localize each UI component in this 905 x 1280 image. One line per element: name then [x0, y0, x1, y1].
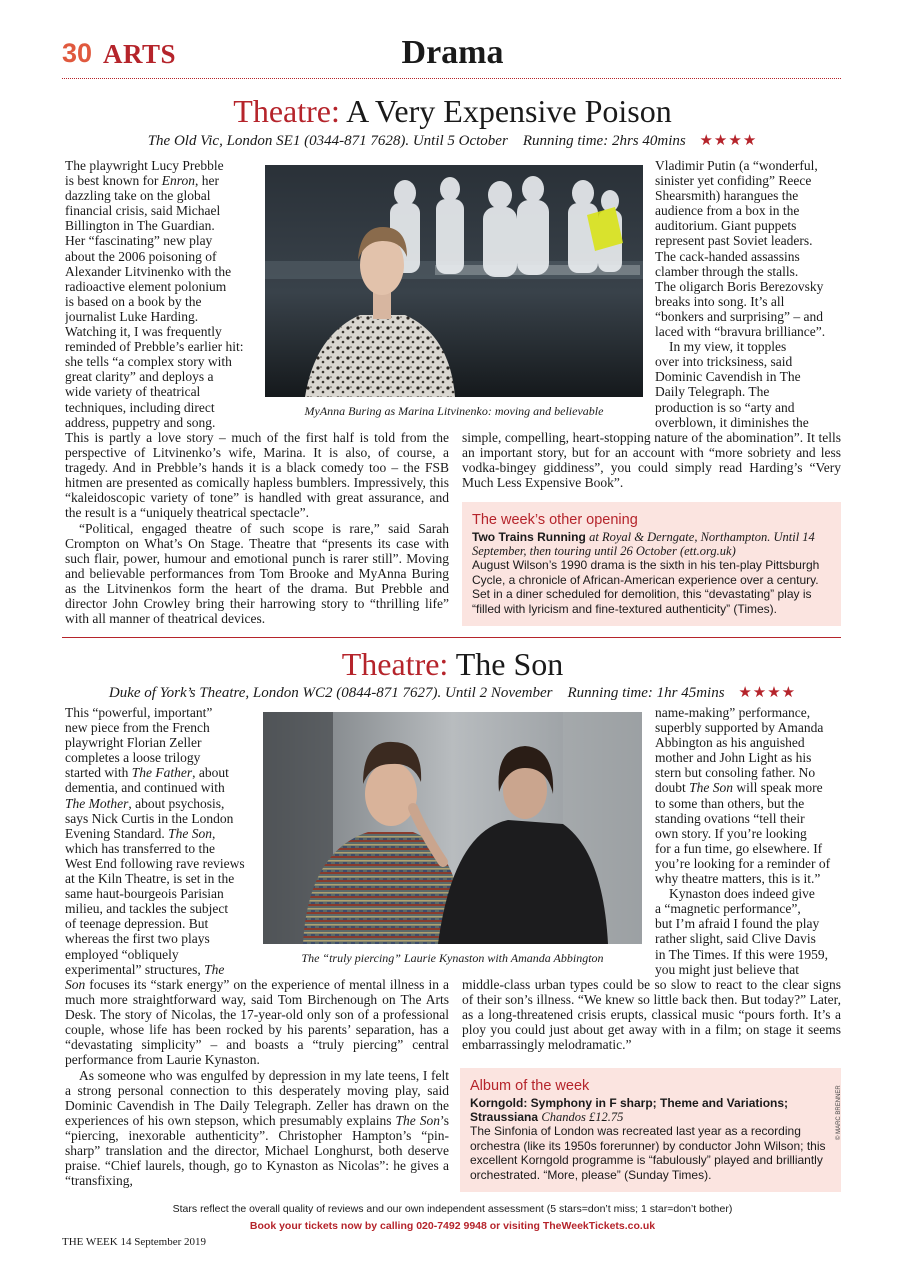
text-line: is based on a book by the: [65, 293, 202, 309]
text-line: employed “obliquely: [65, 946, 179, 962]
header-divider: [62, 78, 841, 79]
booking-link[interactable]: Book your tickets now by calling 020-7492 9948 or visiting TheWeekTickets.co.uk: [249, 1220, 656, 1232]
text-line: why theatre matters, this is it.”: [655, 871, 821, 887]
stage-photo-son: [263, 712, 642, 944]
text-line: about the 2006 poisoning of: [65, 248, 217, 264]
box-subtitle: [470, 1096, 831, 1124]
review1-photo-caption: MyAnna Buring as Marina Litvinenko: moving and believable: [304, 404, 604, 418]
text-line: completes a loose trilogy: [65, 750, 201, 766]
review2-paragraph: middle-class urban types could be so slow to react to the clear signs of their son’s illness. “We knew so little back then. But today?” Later, as a long-threatened crisis erupts, classical music “pours forth. It’s a ploy you could just about get away with in a film; on stage it seems embarrassingly melodramatic.”: [462, 977, 841, 1053]
text-line: playwright Florian Zeller: [65, 735, 202, 751]
text-line: overblown, it diminishes the: [655, 414, 809, 430]
box-text: August Wilson’s 1990 drama is the sixth in his ten-play Pittsburgh Cycle, a chronicle of African-American experience over a century. Set in a diner scheduled for demolition, this “devastating” play is “filled with lyricism and fine-textured authenticity” (Times).: [472, 558, 820, 616]
review2-photo: [263, 712, 642, 944]
review2-paragraph: As someone who was engulfed by depression in my late teens, I felt a strong personal connection to this desperately moving play, said Dominic Cavendish in The Daily Telegraph. Zeller has drawn on the experiences of his own stepson, which presumably explains The Son’s “piercing, inexorable authenticity”. Christopher Hampton’s “pin-sharp” translation and the director, Michael Longhurst, both deserve praise. “Chief laurels, though, go to Kynaston as Nicolas”: he gives a “transfixing,: [65, 1067, 449, 1189]
review1-title: A Very Expensive Poison: [346, 93, 672, 129]
text-line: Her “fascinating” new play: [65, 233, 213, 249]
box-heading: Album of the week: [470, 1078, 590, 1094]
text-line: laced with “bravura brilliance”.: [655, 324, 826, 340]
review2-column1-top: [65, 705, 255, 977]
text-line: experimental” structures, The: [65, 961, 225, 977]
text-line: Watching it, I was frequently: [65, 324, 222, 340]
box-details: at Royal & Derngate, Northampton. Until 14 September, then touring until 26 October (ett.org.uk): [472, 530, 815, 558]
other-opening-box: [462, 502, 841, 626]
review2-stars: ★★★★: [738, 685, 797, 701]
text-line: journalist Luke Harding.: [65, 308, 199, 324]
text-line: for a fun time, go elsewhere. If: [655, 840, 823, 856]
review2-column1-bottom: [65, 977, 449, 1188]
text-line: The cack-handed assassins: [655, 248, 800, 264]
text-line: dementia, and continued with: [65, 780, 225, 796]
text-line: Billington in The Guardian.: [65, 218, 215, 234]
text-line: great clarity” and deploys a: [65, 369, 214, 385]
review2-label: Theatre:: [341, 646, 449, 682]
text-line: Evening Standard. The Son,: [65, 825, 216, 841]
review1-column1-top: [65, 158, 261, 430]
text-line: says Nick Curtis in the London: [65, 810, 234, 826]
review1-venue: The Old Vic, London SE1 (0344-871 7628). Until 5 October: [147, 133, 508, 149]
text-line: superbly supported by Amanda: [655, 720, 824, 736]
review1-paragraph: This is partly a love story – much of the first half is told from the perspective of Litvinenko’s wife, Marina. It is also, of course, a tragedy. And in Prebble’s hands it is a black comedy too – the FSB hitmen are presented as comically hapless bumblers. Impressively, this “kaleidoscopic variety of tone” is handled with great assurance, and the result is a “uniquely theatrical spectacle”.: [65, 430, 449, 521]
text-line: financial crisis, said Michael: [65, 203, 221, 219]
text-line: started with The Father, about: [65, 765, 229, 781]
page-number: 30: [62, 38, 93, 68]
page-title: Drama: [401, 34, 504, 71]
box-album-title: Korngold: Symphony in F sharp; Theme and Variations; Straussiana: [470, 1096, 789, 1124]
text-line: breaks into song. It’s all: [655, 293, 785, 309]
text-line: stern but consoling father. No: [655, 765, 816, 781]
text-line: mother and John Light as his: [655, 750, 812, 766]
review1-label: Theatre:: [233, 93, 340, 129]
text-line: “bonkers and surprising” – and: [655, 308, 823, 324]
text-line: auditorium. Giant puppets: [655, 218, 797, 234]
text-line: Daily Telegraph. The: [655, 384, 770, 400]
text-line: dazzling take on the global: [65, 188, 211, 204]
text-line: standing ovations “tell their: [655, 810, 805, 826]
stage-photo-poison: [265, 165, 643, 397]
issue-date: THE WEEK 14 September 2019: [62, 1236, 206, 1248]
text-line: doubt The Son will speak more: [655, 780, 823, 796]
text-line: which has transferred to the: [65, 840, 215, 856]
review2-info: [0, 683, 905, 702]
text-line: to some than others, but the: [655, 795, 805, 811]
box-details: Chandos £12.75: [541, 1110, 624, 1124]
text-line: The playwright Lucy Prebble: [65, 158, 224, 173]
text-line: production is so “arty and: [655, 399, 795, 415]
text-line: West End following rave reviews: [65, 855, 245, 871]
review2-title: The Son: [455, 646, 564, 682]
text-line: Abbington as his anguished: [655, 735, 805, 751]
box-text: The Sinfonia of London was recreated last year as a recording orchestra (like its 1950s forerunner) by conductor John Wilson; this excellent Korngold programme is “fabulously” played and brilliantly orchestrated. “More, please” (Sunday Times).: [470, 1124, 826, 1182]
text-line: you’re looking for a reminder of: [655, 855, 831, 871]
text-line: own story. If you’re looking: [655, 825, 807, 841]
review1-paragraph: “Political, engaged theatre of such scope is rare,” said Sarah Crompton on What’s On Stage. Theatre that “presents its case with such flair, power, humour and emotional punch is rarer still”. Moving and believable performances from Tom Brooke and MyAnna Buring as the Litvinenkos form the heart of the drama. But Prebble and director John Crowley bring their harrowing story to “thrilling life” with all manner of theatrical devices.: [65, 520, 449, 627]
text-line: The Mother, about psychosis,: [65, 795, 225, 811]
review2-paragraph: Son focuses its “stark energy” on the experience of mental illness in a much more straightforward way, said Tom Birchenough on The Arts Desk. The story of Nicolas, the 17-year-old only son of a professional couple, whose life has been rocked by his parents’ separation, has a “devastating simplicity” – and boasts a “truly piercing” central performance from Laurie Kynaston.: [65, 977, 449, 1068]
text-line: This “powerful, important”: [65, 705, 213, 720]
review1-heading: [0, 93, 905, 130]
text-line: audience from a box in the: [655, 203, 800, 219]
text-line: new piece from the French: [65, 720, 210, 736]
text-line: but I’m afraid I found the play: [655, 916, 820, 932]
text-line: at the Kiln Theatre, is set in the: [65, 871, 235, 887]
review1-column1-bottom: [65, 430, 449, 626]
text-line: she tells “a complex story with: [65, 354, 232, 370]
text-line: is best known for Enron, her: [65, 173, 219, 189]
text-line: address, puppetry and song.: [65, 414, 216, 430]
review2-running-time: Running time: 1hr 45mins: [567, 685, 725, 701]
text-line: The oligarch Boris Berezovsky: [655, 278, 824, 294]
review2-photo-caption: The “truly piercing” Laurie Kynaston with Amanda Abbington: [301, 951, 604, 965]
box-heading: The week’s other opening: [472, 512, 638, 528]
text-line: Dominic Cavendish in The: [655, 369, 801, 385]
text-line: represent past Soviet leaders.: [655, 233, 813, 249]
text-line: same haut-bourgeois Parisian: [65, 886, 224, 902]
box-subtitle: [472, 530, 831, 558]
review1-paragraph: simple, compelling, heart-stopping nature of the abomination”. It tells an important story, but for an account with “more sobriety and less vodka-bingey giddiness”, you could simply read Harding’s “Very Much Less Expensive Book”.: [462, 430, 841, 491]
text-line: reminded of Prebble’s earlier hit:: [65, 339, 244, 355]
review2-column2-top: [655, 705, 841, 977]
text-line: over into tricksiness, said: [655, 354, 793, 370]
review2-heading: [0, 646, 905, 683]
text-line: radioactive element polonium: [65, 278, 227, 294]
text-line: in The Times. If this were 1959,: [655, 946, 828, 962]
text-line: of teenage depression. But: [65, 916, 209, 932]
section-label: ARTS: [103, 39, 177, 69]
review1-column2-bottom: [462, 430, 841, 490]
text-line: In my view, it topples: [669, 339, 787, 355]
text-line: techniques, including direct: [65, 399, 215, 415]
text-line: a “magnetic performance”,: [655, 901, 801, 917]
text-line: Shearsmith) harangues the: [655, 188, 799, 204]
review1-photo: [265, 165, 643, 397]
album-of-week-box: [460, 1068, 841, 1192]
text-line: rather slight, said Clive Davis: [655, 931, 816, 947]
box-show-title: Two Trains Running: [472, 530, 586, 544]
text-line: clamber through the stalls.: [655, 263, 799, 279]
review2-venue: Duke of York’s Theatre, London WC2 (0844-871 7627). Until 2 November: [108, 685, 553, 701]
text-line: Kynaston does indeed give: [669, 886, 815, 902]
review1-stars: ★★★★: [699, 133, 758, 149]
text-line: whereas the first two plays: [65, 931, 210, 947]
stars-explanation: Stars reflect the overall quality of reviews and our own independent assessment (5 stars=don’t miss; 1 star=don’t bother): [172, 1203, 733, 1215]
text-line: name-making” performance,: [655, 705, 811, 720]
text-line: wide variety of theatrical: [65, 384, 201, 400]
review1-column2-top: [655, 158, 841, 430]
text-line: Alexander Litvinenko with the: [65, 263, 232, 279]
text-line: sinister yet confiding” Reece: [655, 173, 812, 189]
review1-info: [0, 131, 905, 150]
text-line: you might just believe that: [655, 961, 799, 977]
review2-column2-bottom: [462, 977, 841, 1052]
section-divider: [62, 637, 841, 638]
text-line: milieu, and tackles the subject: [65, 901, 229, 917]
photo-credit: © MARC BRENNER: [836, 1085, 842, 1140]
review1-running-time: Running time: 2hrs 40mins: [522, 133, 686, 149]
text-line: Vladimir Putin (a “wonderful,: [655, 158, 818, 173]
